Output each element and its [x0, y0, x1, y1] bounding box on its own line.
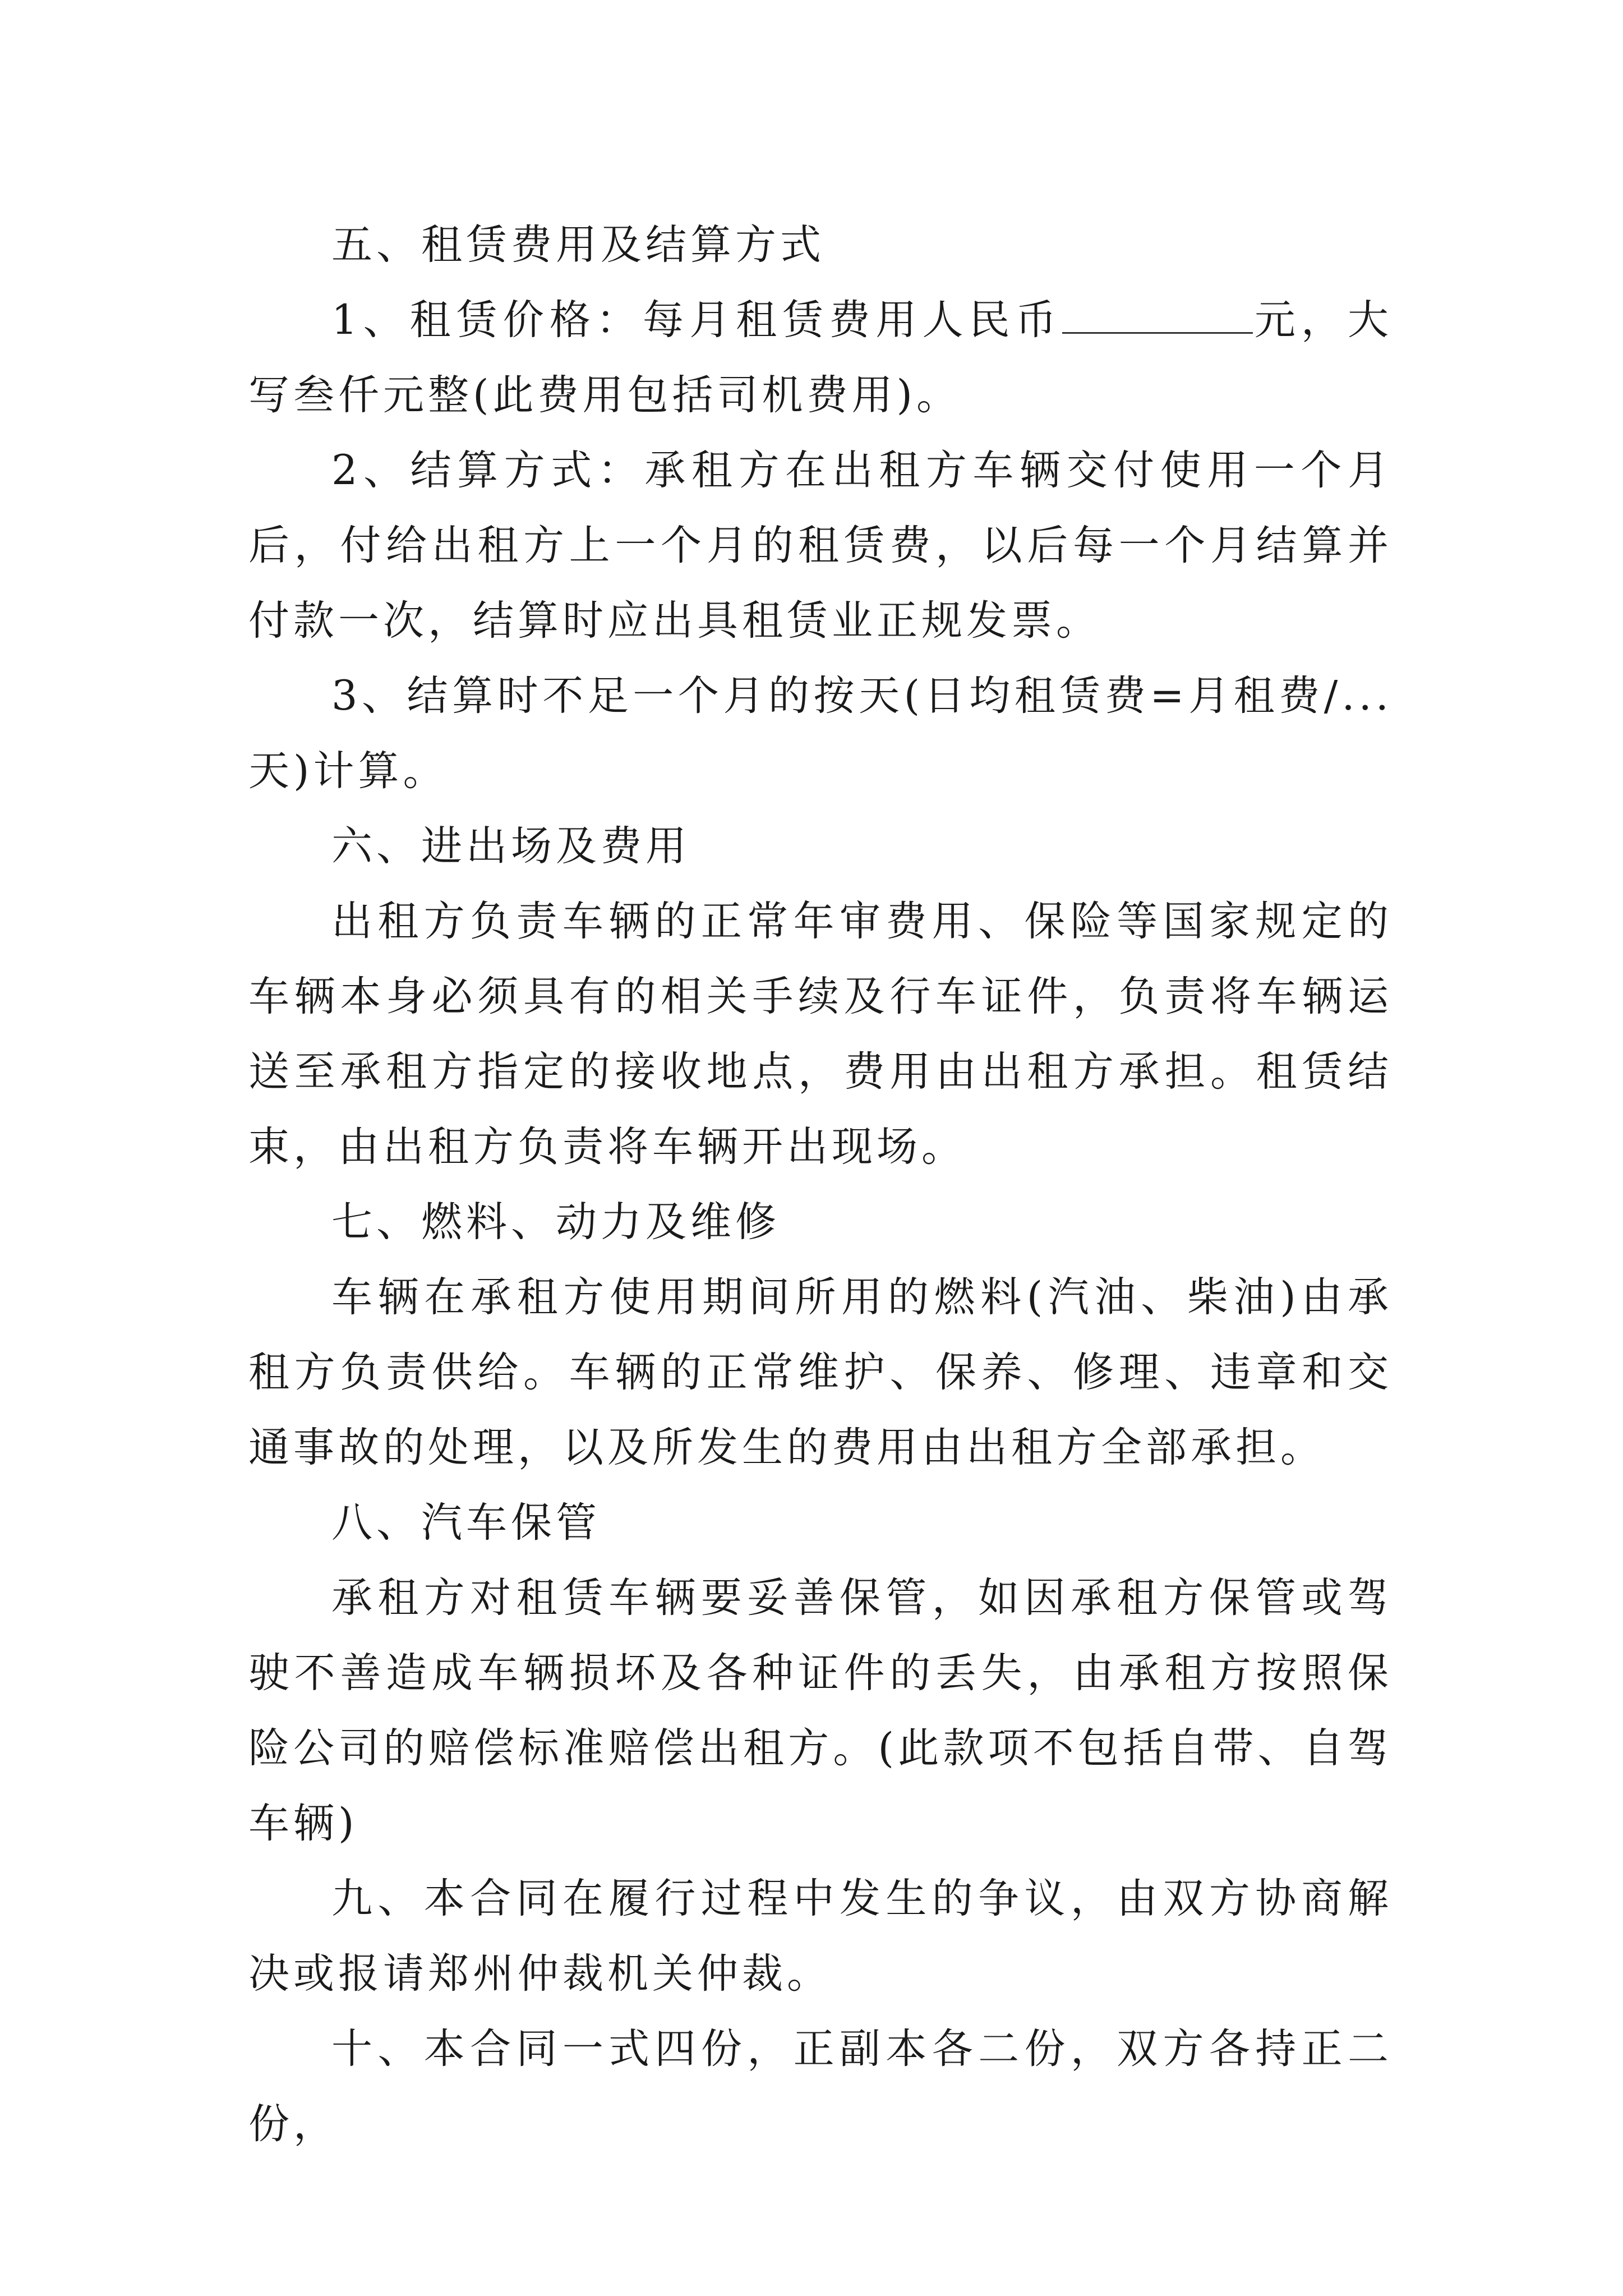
clause-entry-exit: 出租方负责车辆的正常年审费用、保险等国家规定的车辆本身必须具有的相关手续及行车证件，负责将车辆运送至承租方指定的接收地点，费用由出租方承担。租赁结束，由出租方负责将车辆开出现场。 — [248, 898, 1393, 1171]
section-title-entry-exit: 六、进出场及费用 — [331, 822, 690, 870]
document-body — [248, 208, 1393, 2162]
section-title-fuel-maintenance: 七、燃料、动力及维修 — [331, 1198, 780, 1246]
section-title-vehicle-custody: 八、汽车保管 — [331, 1499, 601, 1547]
clause-dispute-resolution: 九、本合同在履行过程中发生的争议，由双方协商解决或报请郑州仲裁机关仲裁。 — [248, 1875, 1393, 1998]
section-title-fees: 五、租赁费用及结算方式 — [331, 221, 825, 269]
clause-settlement-method: 2、结算方式：承租方在出租方车辆交付使用一个月后，付给出租方上一个月的租赁费，以后每一个月结算并付款一次，结算时应出具租赁业正规发票。 — [248, 447, 1393, 645]
clause-rental-price — [248, 283, 1393, 433]
clause-rental-price-text: 1、租赁价格：每月租赁费用人民币 — [331, 296, 1062, 344]
clause-partial-month: 3、结算时不足一个月的按天(日均租赁费=月租费/...天)计算。 — [248, 672, 1393, 795]
clause-vehicle-custody: 承租方对租赁车辆要妥善保管，如因承租方保管或驾驶不善造成车辆损坏及各种证件的丢失，由承租方按照保险公司的赔偿标准赔偿出租方。(此款项不包括自带、自驾车辆) — [248, 1574, 1393, 1847]
amount-blank-line — [1062, 298, 1253, 334]
clause-rental-price-text-continued: 元，大写叁仟元整(此费用包括司机费用)。 — [248, 296, 1393, 419]
clause-fuel-maintenance: 车辆在承租方使用期间所用的燃料(汽油、柴油)由承租方负责供给。车辆的正常维护、保养、修理、违章和交通事故的处理，以及所发生的费用由出租方全部承担。 — [248, 1273, 1393, 1471]
clause-copies: 十、本合同一式四份，正副本各二份，双方各持正二份， — [248, 2025, 1393, 2148]
